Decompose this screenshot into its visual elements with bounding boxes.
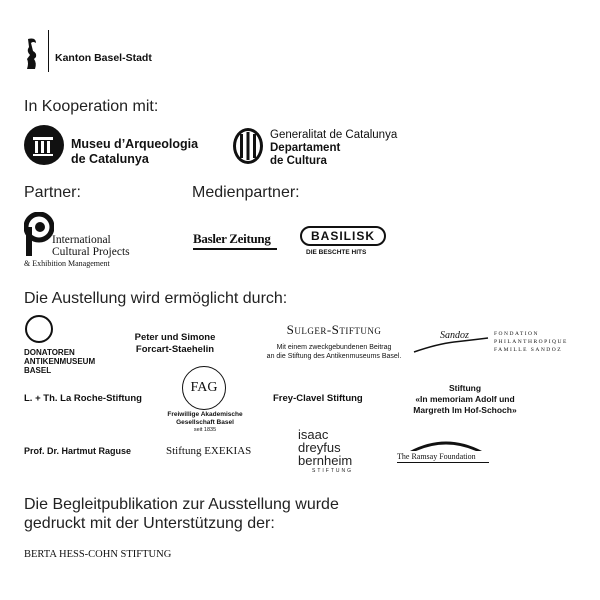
ramsay-underline bbox=[397, 462, 489, 463]
generalitat-line3: de Cultura bbox=[270, 155, 327, 167]
publication-line1: Die Begleitpublikation zur Ausstellung wurde bbox=[24, 496, 339, 513]
dreyfus-line3: bernheim bbox=[298, 453, 353, 468]
fag-line1: Freiwillige Akademische bbox=[167, 411, 243, 418]
dreyfus-logo bbox=[298, 428, 368, 475]
ramsay-name: The Ramsay Foundation bbox=[397, 452, 476, 461]
fag-line2: Gesellschaft Basel bbox=[176, 419, 234, 426]
ramsay-arch-icon bbox=[408, 438, 484, 452]
icp-line1: International bbox=[52, 234, 111, 246]
sandoz-line3: FAMILLE SANDOZ bbox=[494, 347, 563, 353]
generalitat-line2: Departament bbox=[270, 142, 341, 154]
dreyfus-line1: isaac bbox=[298, 427, 329, 442]
basilisk-name: BASILISK bbox=[310, 229, 375, 243]
dreyfus-line2: dreyfus bbox=[298, 440, 341, 455]
hofschoch-block bbox=[390, 383, 540, 416]
basel-crest-logo bbox=[24, 37, 40, 71]
raguse-name: Prof. Dr. Hartmut Raguse bbox=[24, 446, 132, 456]
header-divider bbox=[48, 30, 49, 72]
sandoz-sig-text: Sandoz bbox=[440, 330, 469, 341]
exekias-name: Stiftung EXEKIAS bbox=[166, 445, 252, 457]
hofschoch-line1: Stiftung bbox=[448, 383, 482, 393]
sulger-line2: an die Stiftung des Antikenmuseums Basel. bbox=[266, 353, 402, 360]
sulger-line1: Mit einem zweckgebundenen Beitrag bbox=[276, 344, 392, 351]
basilisk-tagline: DIE BESCHTE HITS bbox=[306, 249, 367, 256]
sulger-title: Sulger-Stiftung bbox=[286, 322, 382, 337]
donatoren-line2: ANTIKENMUSEUM bbox=[24, 357, 96, 366]
hofschoch-line2: «In memoriam Adolf und bbox=[415, 394, 515, 404]
fag-line3: seit 1835 bbox=[193, 427, 217, 433]
fag-seal-logo bbox=[182, 366, 226, 410]
basilisk-logo bbox=[300, 226, 386, 246]
partner-heading: Partner: bbox=[24, 184, 81, 201]
fag-mark: FAG bbox=[190, 380, 218, 395]
kanton-title: Kanton Basel-Stadt bbox=[55, 52, 152, 64]
basler-zeitung-logo: Basler Zeitung bbox=[193, 231, 271, 246]
donatoren-ring-icon bbox=[24, 314, 54, 344]
sponsors-heading: Die Austellung wird ermöglicht durch: bbox=[24, 290, 288, 307]
publication-line2: gedruckt mit der Unterstützung der: bbox=[24, 515, 275, 532]
icp-logo-icon bbox=[24, 212, 54, 256]
icp-line3: & Exhibition Management bbox=[24, 259, 110, 268]
forcart-block bbox=[120, 332, 230, 356]
laroche-name: L. + Th. La Roche-Stiftung bbox=[24, 393, 142, 404]
forcart-line2: Forcart-Staehelin bbox=[135, 344, 215, 355]
donatoren-line3: BASEL bbox=[24, 366, 52, 375]
bz-underline bbox=[193, 248, 277, 250]
museu-logo-icon bbox=[24, 125, 64, 165]
sandoz-signature-logo bbox=[412, 330, 490, 356]
generalitat-flag-icon bbox=[232, 127, 264, 165]
museu-line1: Museu d’Arqueologia bbox=[71, 137, 199, 151]
museu-line2: de Catalunya bbox=[71, 152, 149, 166]
dreyfus-line4: STIFTUNG bbox=[312, 468, 353, 474]
hofschoch-line3: Margreth Im Hof-Schoch» bbox=[413, 405, 517, 415]
generalitat-line1: Generalitat de Catalunya bbox=[270, 129, 398, 141]
donatoren-line1: DONATOREN bbox=[24, 348, 75, 357]
sandoz-line2: PHILANTHROPIQUE bbox=[494, 339, 568, 345]
media-heading: Medienpartner: bbox=[192, 184, 300, 201]
sandoz-line1: FONDATION bbox=[494, 331, 539, 337]
publication-sponsor: BERTA HESS-COHN STIFTUNG bbox=[24, 549, 172, 560]
frey-name: Frey-Clavel Stiftung bbox=[273, 393, 363, 404]
forcart-line1: Peter und Simone bbox=[134, 332, 216, 343]
icp-line2: Cultural Projects bbox=[52, 246, 130, 258]
cooperation-heading: In Kooperation mit: bbox=[24, 98, 159, 115]
